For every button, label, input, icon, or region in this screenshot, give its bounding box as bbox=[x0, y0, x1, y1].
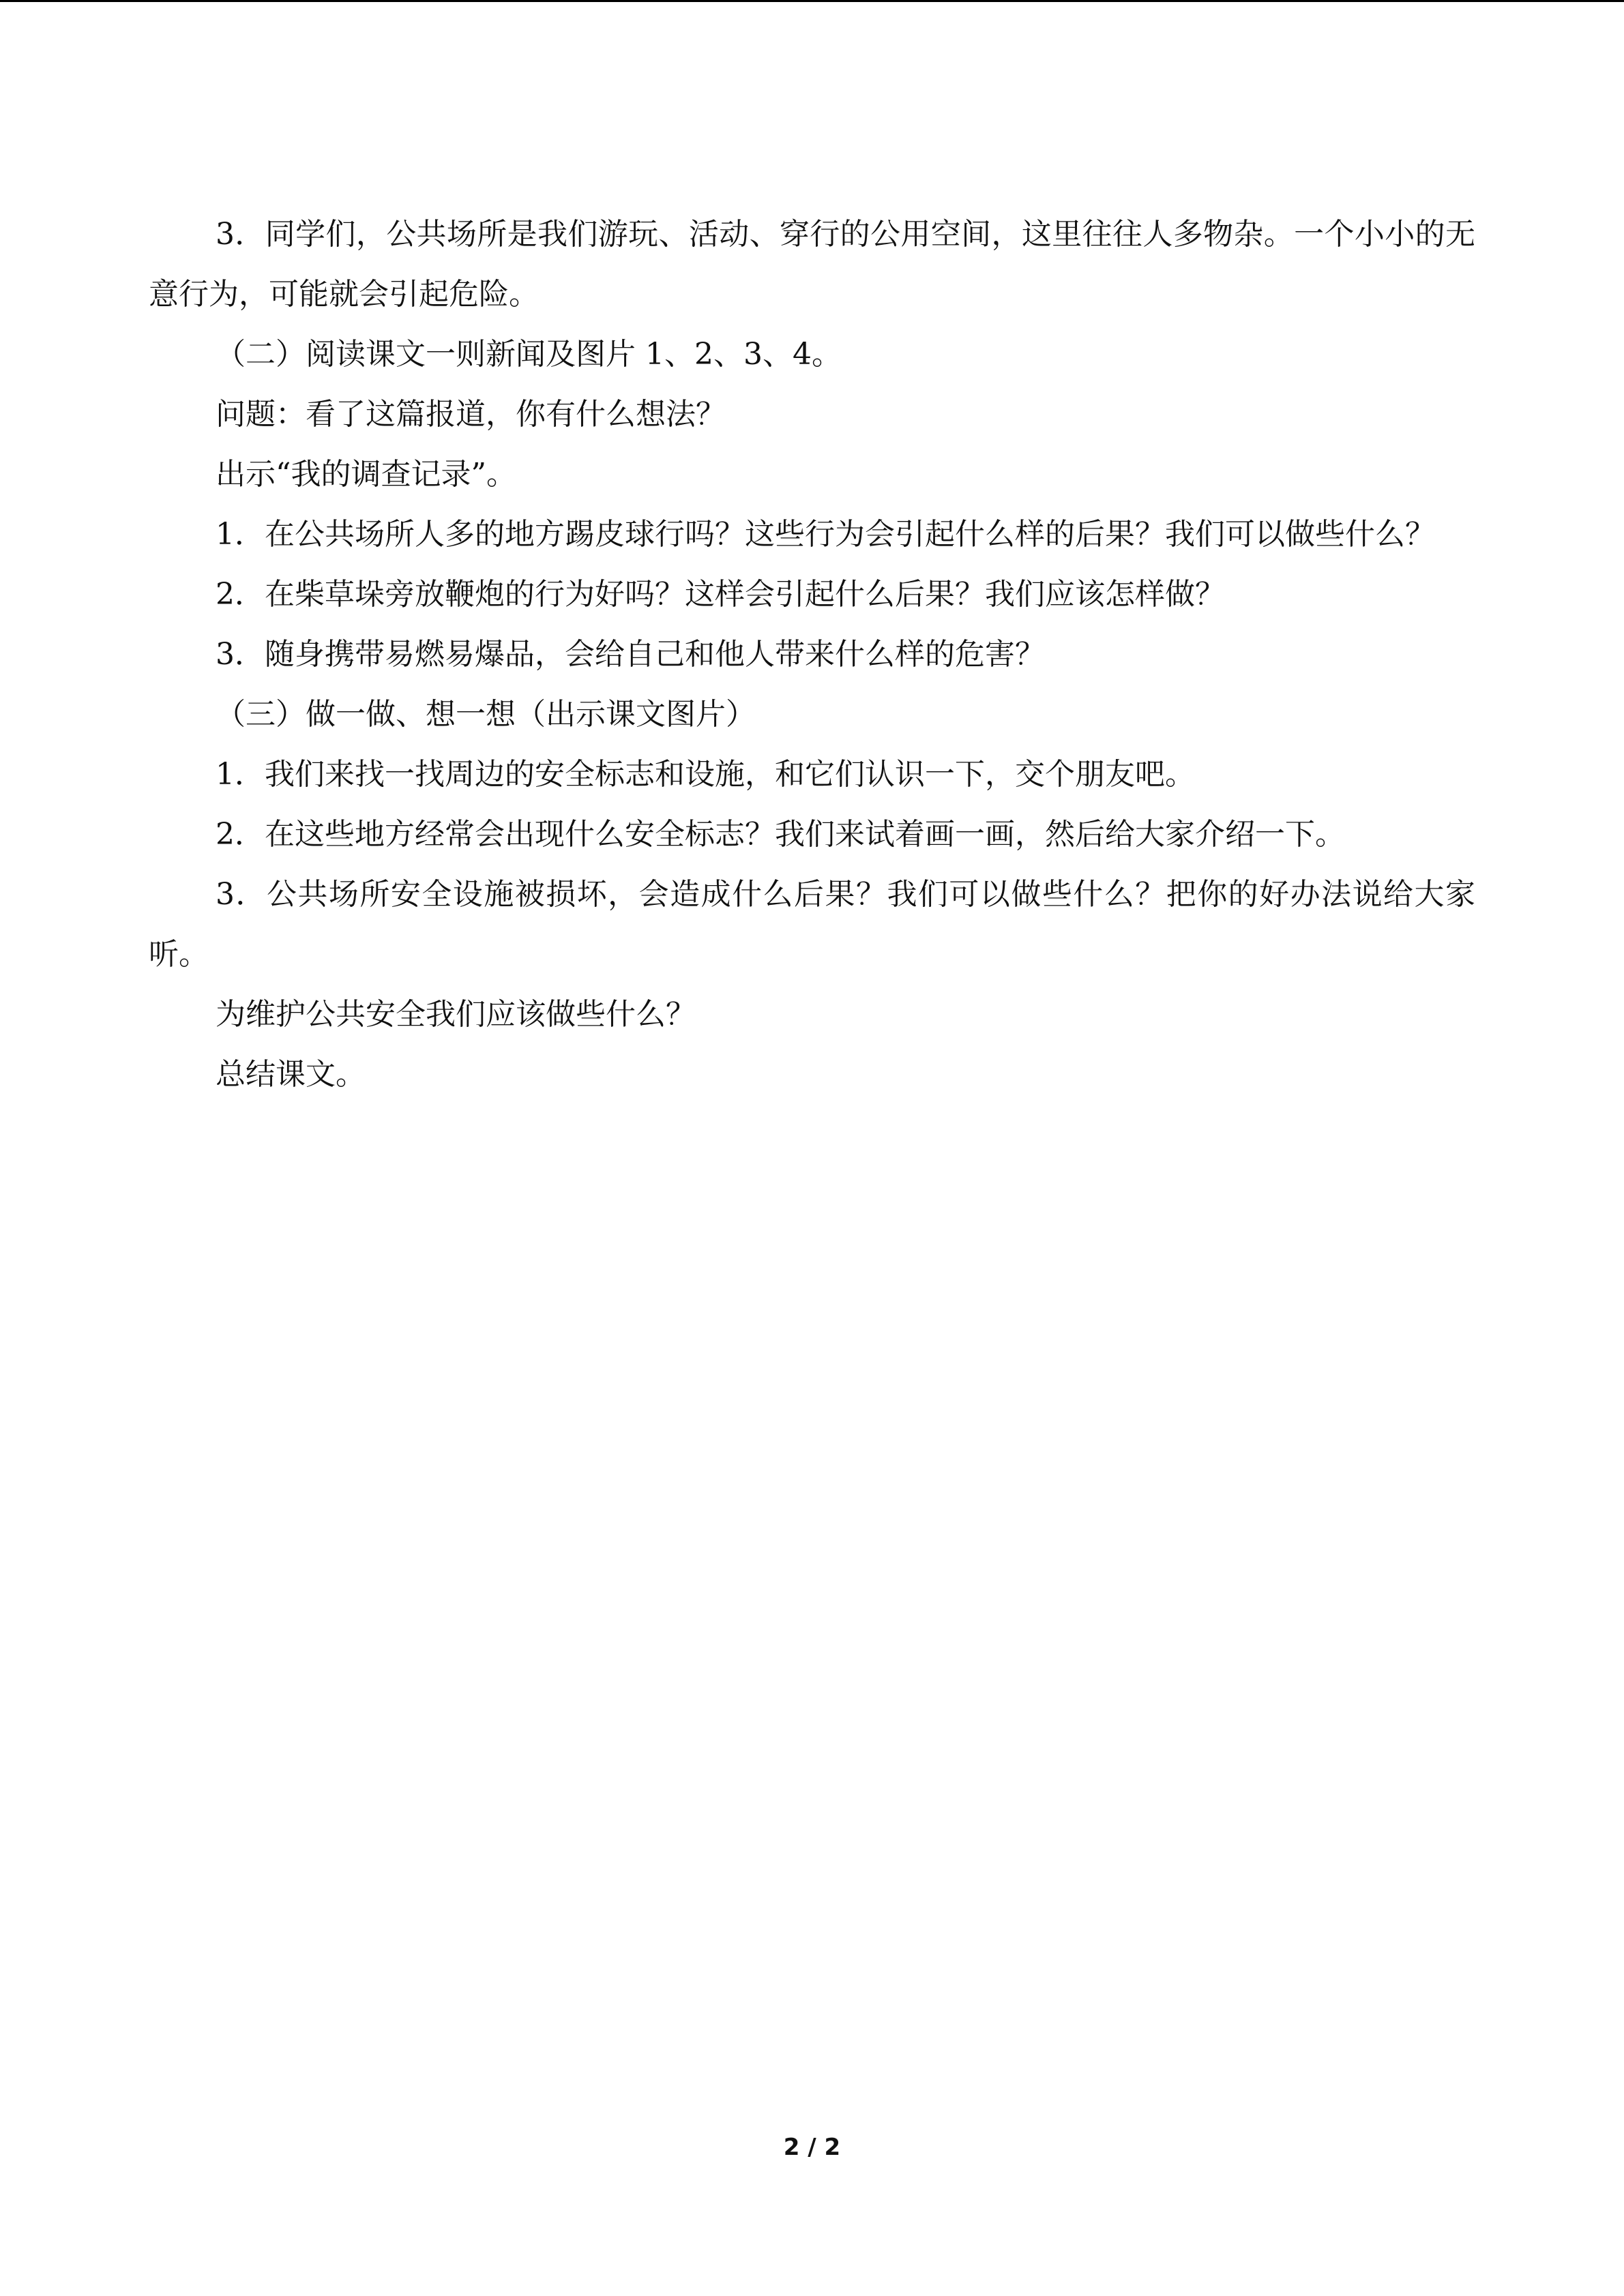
paragraph-intro-3: 3．同学们，公共场所是我们游玩、活动、穿行的公用空间，这里往往人多物杂。一个小小的无意行为，可能就会引起危险。 bbox=[149, 217, 1475, 312]
paragraph-record-3: 3．随身携带易燃易爆品，会给自己和他人带来什么样的危害？ bbox=[216, 637, 1045, 672]
paragraph-activity-2: 2．在这些地方经常会出现什么安全标志？我们来试着画一画，然后给大家介绍一下。 bbox=[216, 817, 1345, 852]
paragraph-section-2-heading: （二）阅读课文一则新闻及图片 1、2、3、4。 bbox=[216, 337, 842, 372]
paragraph-public-safety: 为维护公共安全我们应该做些什么？ bbox=[216, 997, 696, 1032]
paragraph-summary: 总结课文。 bbox=[216, 1057, 366, 1092]
document-body bbox=[149, 205, 1475, 1105]
paragraph-record-2: 2．在柴草垛旁放鞭炮的行为好吗？这样会引起什么后果？我们应该怎样做？ bbox=[216, 577, 1225, 612]
paragraph-show-record: 出示“我的调查记录”。 bbox=[216, 457, 516, 492]
paragraph-section-3-heading: （三）做一做、想一想（出示课文图片） bbox=[216, 697, 756, 732]
paragraph-record-1: 1．在公共场所人多的地方踢皮球行吗？这些行为会引起什么样的后果？我们可以做些什么？ bbox=[216, 517, 1435, 552]
paragraph-activity-3: 3．公共场所安全设施被损坏，会造成什么后果？我们可以做些什么？把你的好办法说给大家听。 bbox=[149, 877, 1475, 972]
page-number: 2 / 2 bbox=[783, 2134, 841, 2161]
paragraph-question: 问题：看了这篇报道，你有什么想法？ bbox=[216, 397, 726, 432]
top-border-line bbox=[0, 0, 1624, 2]
paragraph-activity-1: 1．我们来找一找周边的安全标志和设施，和它们认识一下，交个朋友吧。 bbox=[216, 757, 1195, 792]
